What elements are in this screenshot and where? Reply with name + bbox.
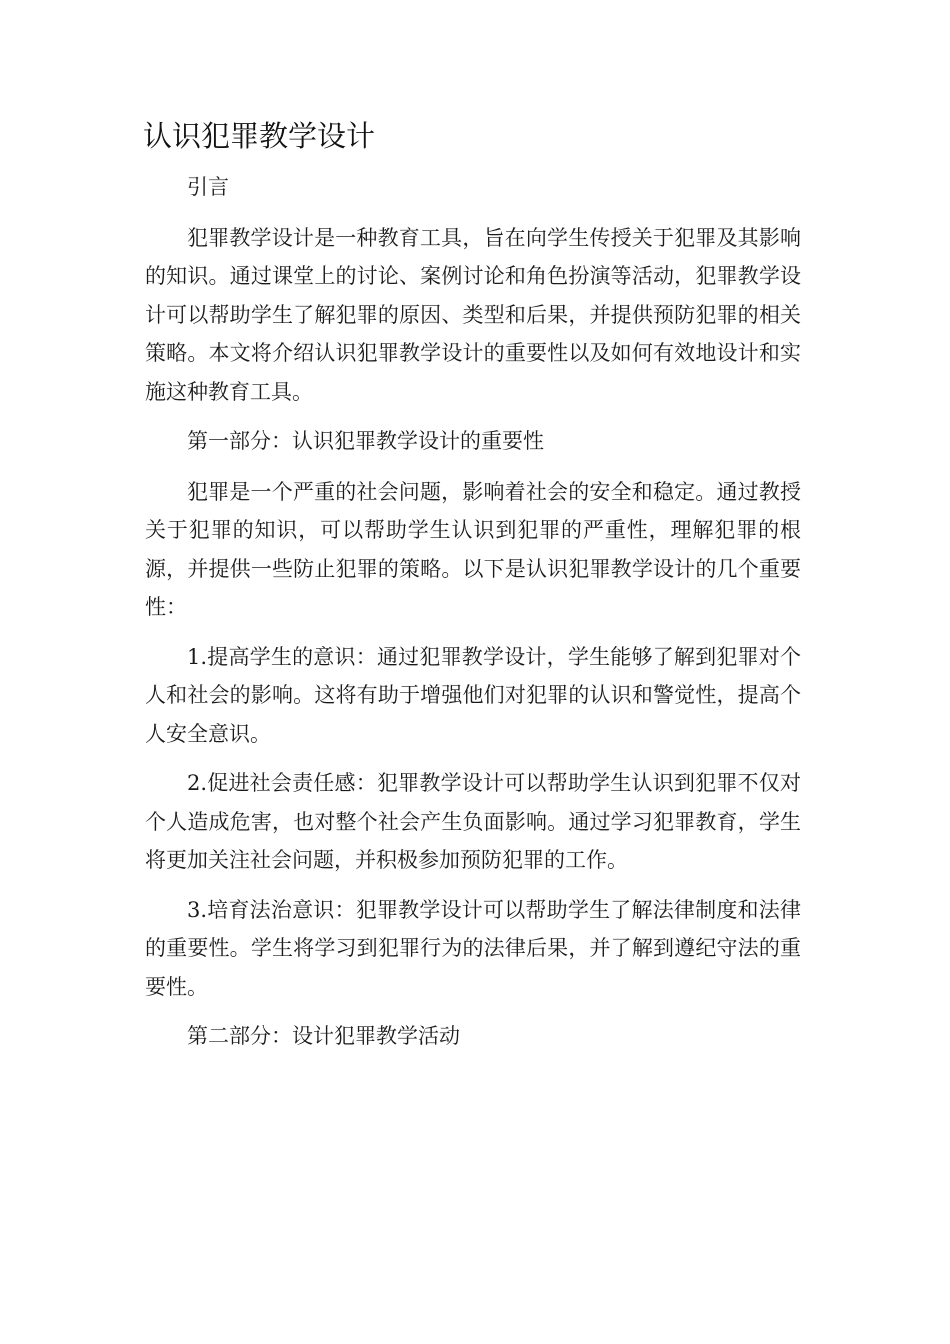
list-item-legal-awareness: 3.培育法治意识：犯罪教学设计可以帮助学生了解法律制度和法律的重要性。学生将学习到犯罪行为的法律后果，并了解到遵纪守法的重要性。 <box>145 897 801 999</box>
document-body <box>145 168 801 1068</box>
list-item-awareness: 1.提高学生的意识：通过犯罪教学设计，学生能够了解到犯罪对个人和社会的影响。这将有助于增强他们对犯罪的认识和警觉性，提高个人安全意识。 <box>145 644 801 746</box>
paragraph-part-one-intro: 犯罪是一个严重的社会问题，影响着社会的安全和稳定。通过教授关于犯罪的知识，可以帮助学生认识到犯罪的严重性，理解犯罪的根源，并提供一些防止犯罪的策略。以下是认识犯罪教学设计的几个重要性： <box>145 479 801 619</box>
list-item-social-responsibility: 2.促进社会责任感：犯罪教学设计可以帮助学生认识到犯罪不仅对个人造成危害，也对整个社会产生负面影响。通过学习犯罪教育，学生将更加关注社会问题，并积极参加预防犯罪的工作。 <box>145 771 801 872</box>
document-title: 认识犯罪教学设计 <box>143 119 376 153</box>
paragraph-introduction: 犯罪教学设计是一种教育工具，旨在向学生传授关于犯罪及其影响的知识。通过课堂上的讨论、案例讨论和角色扮演等活动，犯罪教学设计可以帮助学生了解犯罪的原因、类型和后果，并提供预防犯罪的相关策略。本文将介绍认识犯罪教学设计的重要性以及如何有效地设计和实施这种教育工具。 <box>145 225 801 404</box>
section-heading-part-one: 第一部分：认识犯罪教学设计的重要性 <box>187 429 544 453</box>
section-heading-part-two: 第二部分：设计犯罪教学活动 <box>187 1024 460 1048</box>
section-heading-introduction: 引言 <box>187 175 229 199</box>
